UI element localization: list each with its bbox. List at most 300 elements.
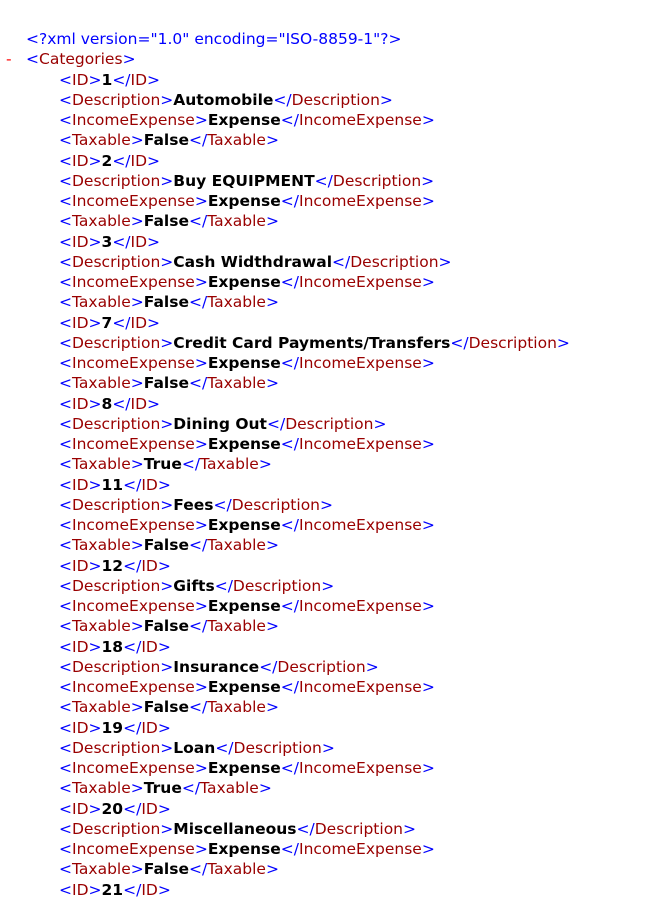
close-bracket: > [88,313,102,332]
close-bracket: > [421,273,435,291]
end-open-bracket: </ [332,252,351,271]
close-tag-name: IncomeExpense [299,678,422,696]
close-bracket: > [88,394,102,413]
close-bracket: > [130,293,144,312]
end-open-bracket: </ [280,273,299,291]
close-bracket: > [88,718,102,737]
end-open-bracket: </ [123,718,142,737]
close-tag-name: IncomeExpense [299,111,422,129]
xml-element-line [0,556,665,576]
open-tag-name: IncomeExpense [72,192,195,210]
close-tag-name: ID [141,637,158,656]
close-tag-name: Description [277,657,366,676]
close-tag-name: Description [332,171,422,190]
open-tag-name: ID [72,799,89,818]
xml-element-line [0,799,665,819]
end-open-bracket: </ [215,738,234,757]
xml-element-line [0,414,665,434]
element-value: True [143,455,182,474]
end-open-bracket: </ [280,354,299,372]
close-bracket: > [160,819,174,838]
open-tag-name: IncomeExpense [72,840,195,858]
open-tag-name: IncomeExpense [72,516,195,534]
xml-element-line [0,718,665,738]
close-bracket: > [122,50,136,69]
open-tag-name: Description [72,171,161,190]
close-bracket: > [421,435,435,453]
close-tag-name: Taxable [207,374,266,393]
close-tag-name: IncomeExpense [299,840,422,858]
open-bracket: < [59,414,72,433]
close-bracket: > [130,860,144,879]
open-tag-name: Taxable [72,293,131,312]
open-tag-name: ID [72,151,89,170]
close-tag-name: ID [130,151,148,170]
end-open-bracket: </ [259,657,278,676]
open-tag-name: IncomeExpense [72,435,195,453]
close-bracket: > [88,880,102,899]
close-bracket: > [130,374,144,393]
close-bracket: > [556,333,570,352]
element-value: False [143,293,189,312]
open-bracket: < [59,556,72,575]
open-bracket: < [59,252,72,271]
close-bracket: > [265,131,279,150]
close-bracket: > [321,576,335,595]
open-bracket: < [59,738,72,757]
open-tag-name: Taxable [72,455,131,474]
open-tag-name: Taxable [72,698,131,717]
open-tag-name: Taxable [72,617,131,636]
close-bracket: > [373,414,387,433]
close-bracket: > [147,394,161,413]
end-open-bracket: </ [188,617,208,636]
close-bracket: > [147,313,161,332]
close-bracket: > [160,414,174,433]
open-bracket: < [59,860,72,879]
close-bracket: > [157,637,171,656]
open-bracket: < [59,819,72,838]
end-open-bracket: </ [123,799,142,818]
close-tag-name: ID [130,232,148,251]
close-bracket: > [265,212,279,231]
xml-declaration: <?xml version="1.0" encoding="ISO-8859-1"?> [26,30,402,48]
open-tag-name: Description [72,738,161,757]
open-tag-name: Taxable [72,212,131,231]
element-value: Loan [173,738,216,757]
xml-element-line [0,637,665,657]
open-tag-name: Taxable [72,536,131,555]
close-bracket: > [88,232,102,251]
end-open-bracket: </ [280,840,299,858]
end-open-bracket: </ [112,313,131,332]
end-open-bracket: </ [280,759,299,777]
element-value: Expense [207,435,281,453]
close-tag-name: ID [130,313,148,332]
close-bracket: > [88,475,102,494]
xml-element-line [0,758,665,778]
element-value: Miscellaneous [173,819,297,838]
xml-element-line [0,252,665,272]
element-value: Expense [207,840,281,858]
open-tag-name: Description [72,414,161,433]
close-tag-name: Description [285,414,374,433]
close-tag-name: ID [141,475,158,494]
xml-element-line [0,515,665,535]
element-value: Automobile [173,90,274,109]
element-value: 1 [101,70,113,89]
end-open-bracket: </ [188,293,208,312]
open-bracket: < [59,273,72,291]
end-open-bracket: </ [280,111,299,129]
open-tag-name: ID [72,718,89,737]
close-bracket: > [88,799,102,818]
close-bracket: > [320,495,333,514]
open-tag-name: Taxable [72,131,131,150]
xml-element-line [0,475,665,495]
close-bracket: > [403,819,416,838]
element-value: 20 [101,799,124,818]
open-bracket: < [59,151,72,170]
end-open-bracket: </ [273,90,292,109]
open-bracket: < [59,232,72,251]
xml-element-line [0,738,665,758]
close-tag-name: Description [350,252,439,271]
end-open-bracket: </ [123,880,142,899]
close-bracket: > [194,354,208,372]
end-open-bracket: </ [123,475,142,494]
element-value: Expense [207,111,281,129]
end-open-bracket: </ [280,435,299,453]
close-tag-name: ID [141,556,158,575]
end-open-bracket: </ [123,556,142,575]
close-bracket: > [130,212,144,231]
close-bracket: > [147,70,161,89]
open-tag-name: ID [72,475,89,494]
close-bracket: > [194,516,208,534]
close-bracket: > [157,799,171,818]
close-tag-name: Description [291,90,380,109]
close-bracket: > [421,171,435,190]
close-bracket: > [194,840,208,858]
open-bracket: < [59,455,72,474]
end-open-bracket: </ [188,536,208,555]
open-bracket: < [59,840,72,858]
open-tag-name: Description [72,333,161,352]
end-open-bracket: </ [266,414,286,433]
open-tag-name: Description [72,819,161,838]
close-bracket: > [421,597,435,615]
open-bracket: < [59,698,72,717]
xml-element-line [0,232,665,252]
close-bracket: > [421,111,435,129]
open-tag-name: ID [72,313,89,332]
close-tag-name: IncomeExpense [299,516,422,534]
close-tag-name: Taxable [207,293,266,312]
open-tag-name: Taxable [72,860,131,879]
collapse-toggle[interactable]: - [6,50,12,69]
close-tag-name: Taxable [200,455,259,474]
element-value: False [143,131,189,150]
close-bracket: > [157,718,171,737]
close-bracket: > [147,151,161,170]
close-bracket: > [160,495,174,514]
root-open-tag-line [0,49,665,69]
end-open-bracket: </ [280,516,299,534]
close-bracket: > [194,597,208,615]
element-value: Gifts [173,576,215,595]
open-bracket: < [59,678,72,696]
end-open-bracket: </ [181,455,201,474]
element-value: True [143,779,182,798]
close-bracket: > [157,556,171,575]
element-value: 19 [101,718,124,737]
element-value: False [143,212,189,231]
open-tag-name: IncomeExpense [72,597,195,615]
open-tag-name: Description [72,495,161,514]
close-bracket: > [157,475,171,494]
open-bracket: < [59,333,72,352]
close-bracket: > [160,90,174,109]
element-value: 3 [101,232,113,251]
close-tag-name: IncomeExpense [299,273,422,291]
open-tag-name: IncomeExpense [72,354,195,372]
close-bracket: > [147,232,161,251]
open-tag-name: ID [72,880,89,899]
xml-element-line [0,353,665,373]
xml-element-line [0,859,665,879]
open-bracket: < [59,293,72,312]
close-tag-name: IncomeExpense [299,354,422,372]
end-open-bracket: </ [280,192,299,210]
xml-element-line [0,70,665,90]
element-value: False [143,860,189,879]
element-value: 7 [101,313,113,332]
open-bracket: < [59,759,72,777]
close-tag-name: ID [130,394,148,413]
end-open-bracket: </ [112,151,131,170]
open-bracket: < [59,779,72,798]
close-bracket: > [421,759,435,777]
xml-declaration-line [0,29,665,49]
xml-element-line [0,880,665,900]
xml-element-line [0,697,665,717]
close-bracket: > [194,273,208,291]
open-bracket: < [59,617,72,636]
close-bracket: > [194,759,208,777]
element-value: 2 [101,151,113,170]
xml-element-line [0,819,665,839]
xml-element-line [0,191,665,211]
close-tag-name: ID [141,799,158,818]
end-open-bracket: </ [188,698,208,717]
close-bracket: > [258,455,272,474]
close-bracket: > [194,678,208,696]
element-list [0,70,665,900]
end-open-bracket: </ [214,576,233,595]
root-tag-name: Categories [39,50,123,69]
element-value: Expense [207,192,281,210]
element-value: 21 [101,880,124,899]
open-tag-name: Description [72,576,161,595]
xml-element-line [0,778,665,798]
open-tag-name: ID [72,637,89,656]
close-bracket: > [258,779,272,798]
element-value: False [143,536,189,555]
element-value: Dining Out [173,414,267,433]
close-bracket: > [160,252,174,271]
close-bracket: > [130,698,144,717]
element-value: Expense [207,354,281,372]
xml-element-line [0,292,665,312]
close-tag-name: IncomeExpense [299,435,422,453]
xml-element-line [0,657,665,677]
close-bracket: > [421,354,435,372]
element-value: 18 [101,637,124,656]
open-bracket: < [59,374,72,393]
element-value: Expense [207,273,281,291]
end-open-bracket: </ [450,333,469,352]
close-tag-name: Taxable [207,617,266,636]
open-tag-name: IncomeExpense [72,759,195,777]
xml-element-line [0,211,665,231]
open-bracket: < [26,50,39,69]
open-tag-name: IncomeExpense [72,111,195,129]
element-value: Insurance [173,657,260,676]
open-tag-name: IncomeExpense [72,678,195,696]
xml-element-line [0,333,665,353]
open-bracket: < [59,475,72,494]
element-value: 12 [101,556,124,575]
open-bracket: < [59,536,72,555]
close-tag-name: ID [141,880,158,899]
open-bracket: < [59,576,72,595]
close-bracket: > [265,536,279,555]
end-open-bracket: </ [188,860,208,879]
end-open-bracket: </ [280,597,299,615]
open-bracket: < [59,354,72,372]
open-bracket: < [59,70,72,89]
end-open-bracket: </ [296,819,315,838]
open-bracket: < [59,171,72,190]
xml-element-line [0,495,665,515]
close-bracket: > [421,192,435,210]
close-bracket: > [265,374,279,393]
xml-element-line [0,535,665,555]
close-bracket: > [130,617,144,636]
element-value: Expense [207,516,281,534]
xml-element-line [0,434,665,454]
open-tag-name: Description [72,90,161,109]
end-open-bracket: </ [123,637,142,656]
xml-element-line [0,313,665,333]
close-tag-name: IncomeExpense [299,192,422,210]
open-bracket: < [59,192,72,210]
xml-element-line [0,171,665,191]
close-bracket: > [160,738,174,757]
xml-element-line [0,616,665,636]
element-value: Expense [207,759,281,777]
xml-element-line [0,130,665,150]
open-bracket: < [59,90,72,109]
open-bracket: < [59,880,72,899]
close-bracket: > [88,70,102,89]
close-tag-name: Taxable [207,131,266,150]
open-bracket: < [59,111,72,129]
close-bracket: > [438,252,452,271]
open-bracket: < [59,495,72,514]
close-tag-name: Description [314,819,403,838]
close-bracket: > [265,860,279,879]
open-bracket: < [59,657,72,676]
close-bracket: > [321,738,335,757]
close-bracket: > [160,171,174,190]
open-bracket: < [59,799,72,818]
open-bracket: < [59,597,72,615]
close-bracket: > [130,779,144,798]
element-value: Expense [207,678,281,696]
open-bracket: < [59,394,72,413]
open-bracket: < [59,637,72,656]
close-bracket: > [421,678,435,696]
close-bracket: > [160,333,174,352]
open-tag-name: Taxable [72,374,131,393]
open-tag-name: ID [72,232,89,251]
close-bracket: > [88,637,102,656]
close-bracket: > [194,111,208,129]
xml-element-line [0,110,665,130]
element-value: Cash Widthdrawal [173,252,333,271]
xml-element-line [0,839,665,859]
xml-element-line [0,90,665,110]
end-open-bracket: </ [280,678,299,696]
element-value: Credit Card Payments/Transfers [173,333,451,352]
close-tag-name: Taxable [207,536,266,555]
open-tag-name: Taxable [72,779,131,798]
close-bracket: > [88,151,102,170]
end-open-bracket: </ [213,495,232,514]
element-value: False [143,374,189,393]
close-tag-name: Taxable [207,698,266,717]
xml-document-view [0,29,665,900]
close-bracket: > [265,293,279,312]
close-bracket: > [88,556,102,575]
xml-element-line [0,394,665,414]
open-tag-name: Description [72,657,161,676]
close-bracket: > [365,657,379,676]
close-bracket: > [130,536,144,555]
close-tag-name: Description [232,576,322,595]
close-bracket: > [379,90,393,109]
xml-element-line [0,151,665,171]
xml-element-line [0,576,665,596]
element-value: Fees [173,495,214,514]
close-tag-name: Description [231,495,320,514]
end-open-bracket: </ [188,374,208,393]
close-tag-name: Taxable [207,212,266,231]
close-bracket: > [130,455,144,474]
close-tag-name: Description [468,333,557,352]
element-value: Buy EQUIPMENT [173,171,315,190]
open-tag-name: Description [72,252,161,271]
close-tag-name: Taxable [200,779,259,798]
element-value: 8 [101,394,113,413]
open-bracket: < [59,212,72,231]
element-value: False [143,617,189,636]
xml-element-line [0,596,665,616]
close-bracket: > [194,435,208,453]
close-tag-name: IncomeExpense [299,597,422,615]
